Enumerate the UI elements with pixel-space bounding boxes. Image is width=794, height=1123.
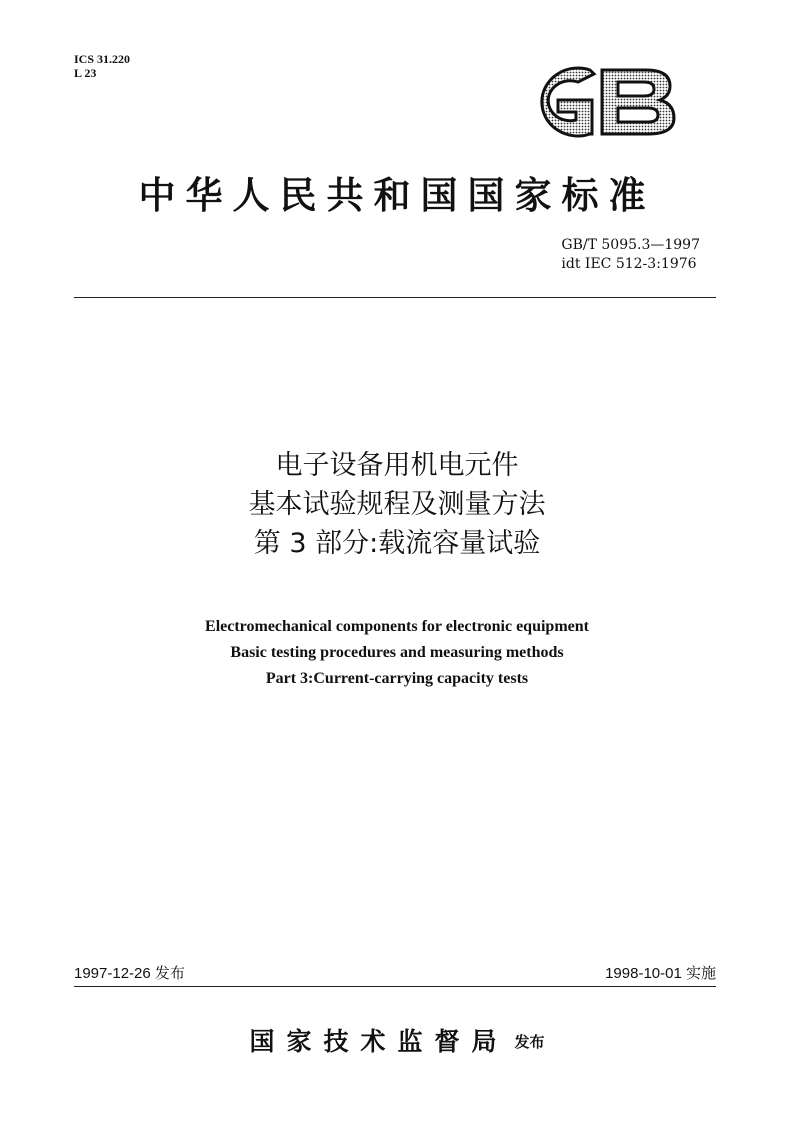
gb-logo: [518, 62, 678, 142]
english-title-line-1: Electromechanical components for electronic equipment: [205, 618, 589, 635]
classification-codes: [74, 52, 130, 80]
ccs-code: L 23: [74, 66, 97, 80]
chinese-title-line-1: 电子设备用机电元件: [275, 450, 519, 481]
english-title-line-3: Part 3:Current-carrying capacity tests: [265, 670, 529, 687]
ics-code: ICS 31.220: [74, 52, 131, 66]
english-title: [0, 614, 794, 692]
chinese-title: [0, 446, 794, 563]
issuing-authority: [0, 1022, 794, 1058]
national-standard-title: 中华人民共和国国家标准: [138, 174, 656, 217]
implementation-date: 1998-10-01 实施: [605, 965, 716, 982]
top-divider: [74, 297, 716, 298]
document-number: GB/T 5095.3—1997: [561, 237, 700, 253]
issue-date: 1997-12-26 发布: [74, 965, 185, 982]
bottom-divider: [74, 986, 716, 987]
equivalence-note: idt IEC 512-3:1976: [561, 256, 697, 272]
english-title-line-2: Basic testing procedures and measuring methods: [230, 644, 564, 661]
published-label: 发布: [514, 1033, 545, 1051]
chinese-title-line-3: 第 3 部分:载流容量试验: [253, 528, 541, 559]
authority-name: 国家技术监督局: [249, 1027, 509, 1056]
chinese-title-line-2: 基本试验规程及测量方法: [248, 489, 546, 520]
document-number-block: [561, 236, 700, 274]
